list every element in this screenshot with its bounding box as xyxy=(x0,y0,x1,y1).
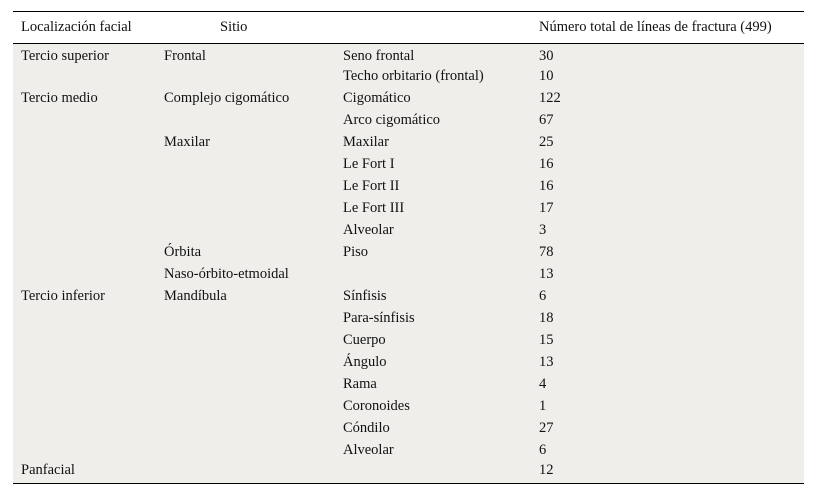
table-row xyxy=(13,44,804,66)
subsite-cell: Maxilar xyxy=(343,134,389,150)
subsite-cell xyxy=(335,264,531,286)
region-cell xyxy=(13,440,156,462)
table-row xyxy=(13,374,804,396)
subsite-cell: Ángulo xyxy=(343,354,387,370)
count-cell: 13 xyxy=(539,354,554,370)
subsite-cell: Le Fort III xyxy=(343,200,405,216)
region-cell xyxy=(13,66,156,88)
count-cell: 4 xyxy=(539,376,547,392)
count-cell: 25 xyxy=(539,134,554,150)
site-cell xyxy=(156,418,335,440)
header-facial-location: Localización facial xyxy=(13,12,156,44)
table-header xyxy=(13,12,804,44)
subsite-cell: Sínfisis xyxy=(343,288,387,304)
site-cell: Maxilar xyxy=(164,134,210,150)
table-row xyxy=(13,66,804,88)
site-cell xyxy=(156,66,335,88)
site-cell xyxy=(156,110,335,132)
table-row xyxy=(13,198,804,220)
region-cell: Tercio superior xyxy=(21,47,109,64)
site-cell: Complejo cigomático xyxy=(164,90,290,106)
subsite-cell: Coronoides xyxy=(343,398,410,414)
region-cell xyxy=(13,396,156,418)
site-cell xyxy=(156,374,335,396)
subsite-cell: Cuerpo xyxy=(343,332,386,348)
count-cell: 18 xyxy=(539,310,554,326)
table-row xyxy=(13,132,804,154)
region-cell xyxy=(13,110,156,132)
table-row xyxy=(13,440,804,462)
site-cell xyxy=(156,330,335,352)
site-cell xyxy=(156,462,335,484)
count-cell: 6 xyxy=(539,288,547,304)
table-row xyxy=(13,176,804,198)
table-row xyxy=(13,154,804,176)
region-cell xyxy=(13,308,156,330)
fracture-lines-table xyxy=(13,11,804,484)
table-row xyxy=(13,286,804,308)
site-cell xyxy=(156,308,335,330)
subsite-cell: Techo orbitario (frontal) xyxy=(343,68,484,84)
region-cell: Panfacial xyxy=(13,462,156,484)
subsite-cell: Le Fort II xyxy=(343,178,400,194)
count-cell: 16 xyxy=(539,178,554,194)
count-cell: 3 xyxy=(539,222,547,238)
subsite-cell: Piso xyxy=(343,244,368,260)
count-cell: 122 xyxy=(539,90,561,106)
table-row xyxy=(13,242,804,264)
count-cell: 67 xyxy=(539,112,554,128)
table-row xyxy=(13,330,804,352)
table-row xyxy=(13,88,804,110)
table-row xyxy=(13,110,804,132)
count-cell: 30 xyxy=(539,47,554,64)
count-cell: 78 xyxy=(539,244,554,260)
table-row xyxy=(13,396,804,418)
site-cell xyxy=(156,396,335,418)
region-cell xyxy=(13,264,156,286)
subsite-cell: Cóndilo xyxy=(343,420,390,436)
region-cell xyxy=(13,242,156,264)
region-cell: Tercio medio xyxy=(21,90,98,106)
subsite-cell: Rama xyxy=(343,376,377,392)
table-row xyxy=(13,308,804,330)
subsite-cell: Cigomático xyxy=(343,90,411,106)
region-cell xyxy=(13,330,156,352)
table-row xyxy=(13,418,804,440)
site-cell xyxy=(156,220,335,242)
subsite-cell: Alveolar xyxy=(343,442,394,458)
site-cell xyxy=(156,440,335,462)
region-cell: Tercio inferior xyxy=(21,288,105,304)
region-cell xyxy=(13,176,156,198)
header-site: Sitio xyxy=(156,12,335,44)
region-cell xyxy=(13,220,156,242)
count-cell: 17 xyxy=(539,200,554,216)
count-cell: 16 xyxy=(539,156,554,172)
table-row xyxy=(13,462,804,484)
region-cell xyxy=(13,352,156,374)
site-cell: Frontal xyxy=(164,47,206,64)
count-cell: 1 xyxy=(539,398,547,414)
site-cell xyxy=(156,352,335,374)
region-cell xyxy=(13,132,156,154)
site-cell: Órbita xyxy=(164,244,202,260)
subsite-cell xyxy=(335,462,531,484)
subsite-cell: Para-sínfisis xyxy=(343,310,415,326)
site-cell: Mandíbula xyxy=(164,288,227,304)
subsite-cell: Seno frontal xyxy=(343,47,415,64)
subsite-cell: Arco cigomático xyxy=(343,112,441,128)
count-cell: 6 xyxy=(539,442,547,458)
region-cell xyxy=(13,374,156,396)
site-cell xyxy=(156,176,335,198)
fracture-table-container xyxy=(13,11,804,484)
table-body xyxy=(13,44,804,484)
header-total-fracture-lines: Número total de líneas de fractura (499) xyxy=(531,12,804,44)
site-cell: Naso-órbito-etmoidal xyxy=(164,266,289,282)
table-row xyxy=(13,264,804,286)
count-cell: 10 xyxy=(539,68,554,84)
count-cell: 13 xyxy=(539,266,554,282)
header-row xyxy=(13,12,804,44)
count-cell: 15 xyxy=(539,332,554,348)
site-cell xyxy=(156,154,335,176)
table-row xyxy=(13,220,804,242)
site-cell xyxy=(156,198,335,220)
table-row xyxy=(13,352,804,374)
header-subsite xyxy=(335,12,531,44)
subsite-cell: Alveolar xyxy=(343,222,394,238)
count-cell: 12 xyxy=(531,462,804,484)
subsite-cell: Le Fort I xyxy=(343,156,395,172)
count-cell: 27 xyxy=(539,420,554,436)
region-cell xyxy=(13,198,156,220)
region-cell xyxy=(13,418,156,440)
region-cell xyxy=(13,154,156,176)
